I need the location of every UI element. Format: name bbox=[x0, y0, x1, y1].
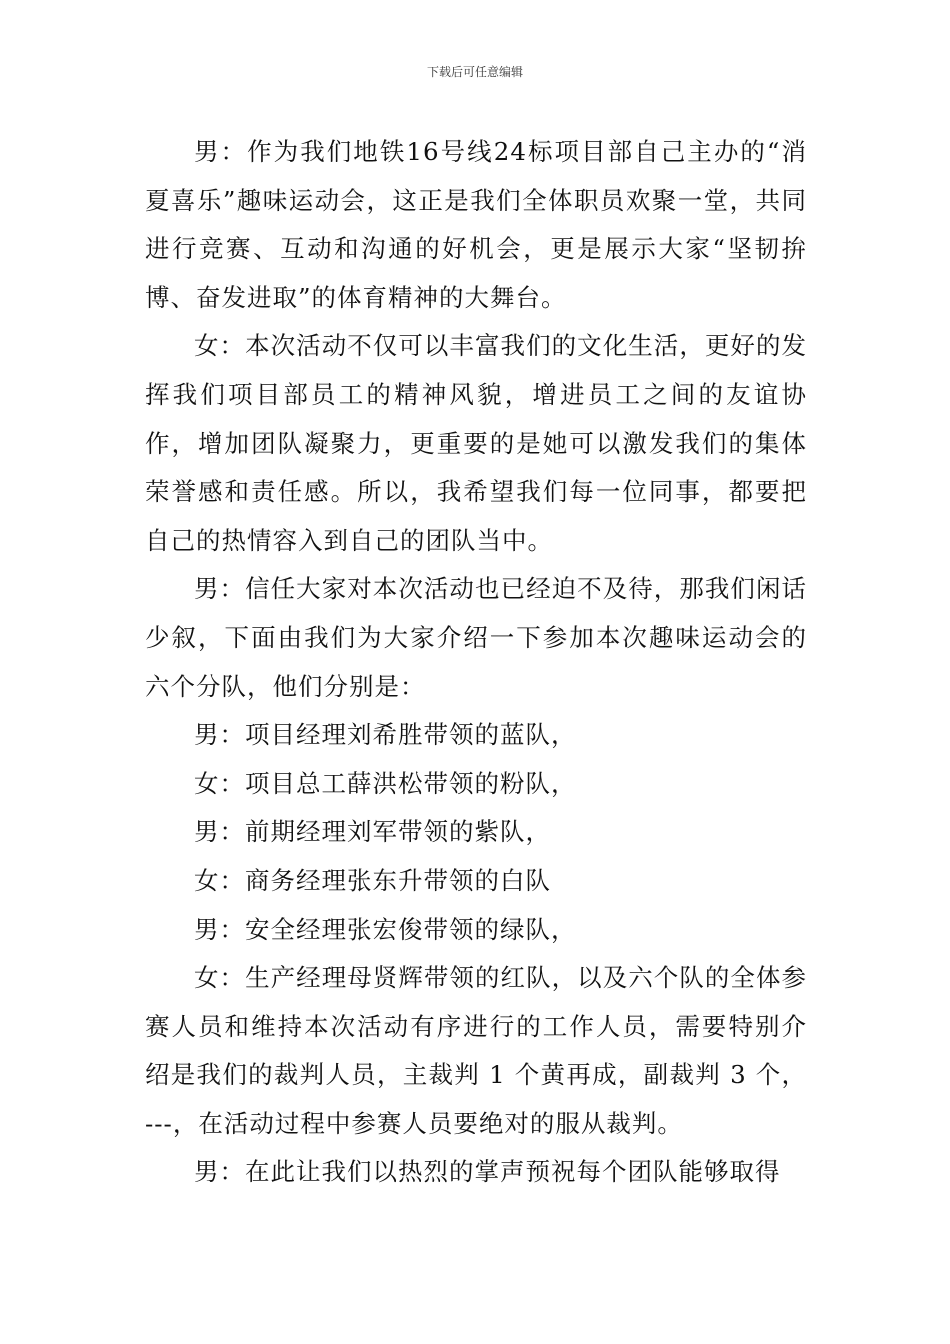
paragraph: 男：前期经理刘军带领的紫队， bbox=[194, 817, 551, 847]
paragraph: 男：信任大家对本次活动也已经迫不及待，那我们闲话少叙，下面由我们为大家介绍一下参加本次趣味运动会的六个分队，他们分别是： bbox=[145, 574, 807, 701]
paragraph: 女：本次活动不仅可以丰富我们的文化生活，更好的发挥我们项目部员工的精神风貌，增进员工之间的友谊协作，增加团队凝聚力，更重要的是她可以激发我们的集体荣誉感和责任感。所以，我希望我们每一位同事，都要把自己的热情容入到自己的团队当中。 bbox=[145, 331, 807, 555]
paragraph: 女：生产经理母贤辉带领的红队，以及六个队的全体参赛人员和维持本次活动有序进行的工作人员，需要特别介绍是我们的裁判人员，主裁判 1 个黄再成，副裁判 3 个，---，在活动过程中参赛人员要绝对的服从裁判。 bbox=[145, 963, 807, 1138]
paragraph: 女：商务经理张东升带领的白队 bbox=[194, 865, 551, 895]
document-body bbox=[145, 128, 807, 1197]
paragraph: 男：项目经理刘希胜带领的蓝队， bbox=[194, 720, 577, 750]
page-header: 下载后可任意编辑 bbox=[426, 65, 523, 79]
paragraph: 男：在此让我们以热烈的掌声预祝每个团队能够取得 bbox=[194, 1157, 781, 1187]
paragraph: 男：作为我们地铁16号线24标项目部自己主办的“消夏喜乐”趣味运动会，这正是我们全体职员欢聚一堂，共同进行竞赛、互动和沟通的好机会，更是展示大家“坚韧拚博、奋发进取”的体育精神的大舞台。 bbox=[145, 137, 807, 312]
paragraph: 男：安全经理张宏俊带领的绿队， bbox=[194, 914, 577, 944]
paragraph: 女：项目总工薛洪松带领的粉队， bbox=[194, 768, 577, 798]
